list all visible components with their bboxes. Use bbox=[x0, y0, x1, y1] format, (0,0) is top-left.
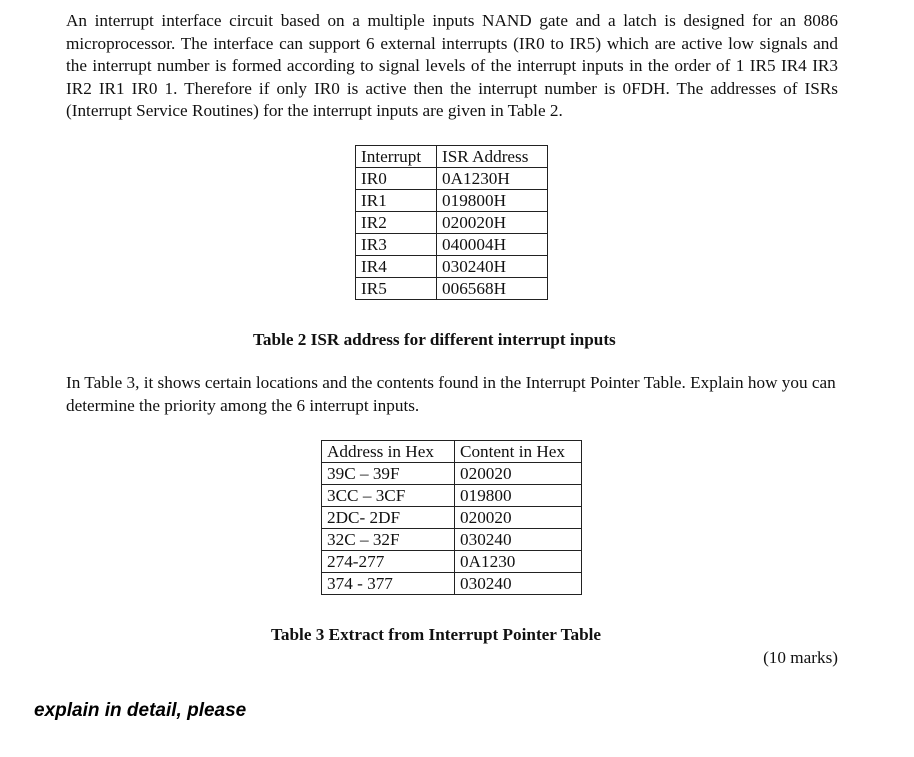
table-cell: IR2 bbox=[356, 212, 437, 234]
table-cell: IR0 bbox=[356, 168, 437, 190]
table-row bbox=[356, 278, 548, 300]
table3-caption: Table 3 Extract from Interrupt Pointer Table bbox=[271, 625, 602, 644]
table-cell: 040004H bbox=[437, 234, 548, 256]
table-cell: 0A1230H bbox=[437, 168, 548, 190]
table-cell: 019800H bbox=[437, 190, 548, 212]
table-cell: 020020H bbox=[437, 212, 548, 234]
table-row bbox=[322, 573, 582, 595]
table-row bbox=[322, 485, 582, 507]
request-note: explain in detail, please bbox=[34, 700, 247, 721]
table-header-cell: ISR Address bbox=[437, 146, 548, 168]
table-header-cell: Interrupt bbox=[356, 146, 437, 168]
table-row bbox=[322, 463, 582, 485]
table-cell: 006568H bbox=[437, 278, 548, 300]
table-cell: 374 - 377 bbox=[322, 573, 455, 595]
table-row bbox=[322, 551, 582, 573]
table-row bbox=[322, 507, 582, 529]
table-cell: 019800 bbox=[455, 485, 582, 507]
table-cell: 020020 bbox=[455, 463, 582, 485]
table-row bbox=[356, 256, 548, 278]
table-row bbox=[356, 168, 548, 190]
table2-caption: Table 2 ISR address for different interrupt inputs bbox=[253, 330, 616, 349]
table-cell: IR3 bbox=[356, 234, 437, 256]
table-cell: 39C – 39F bbox=[322, 463, 455, 485]
table-row bbox=[356, 212, 548, 234]
table-header-row bbox=[322, 441, 582, 463]
table-cell: 030240 bbox=[455, 529, 582, 551]
table-cell: IR5 bbox=[356, 278, 437, 300]
table-row bbox=[356, 190, 548, 212]
table-header-cell: Content in Hex bbox=[455, 441, 582, 463]
isr-address-table bbox=[355, 145, 548, 300]
question-paragraph-2: In Table 3, it shows certain locations and the contents found in the Interrupt Pointer Table. Explain how you can determine the priority among the 6 interrupt inputs. bbox=[66, 373, 836, 415]
table-cell: 030240 bbox=[455, 573, 582, 595]
table-cell: 0A1230 bbox=[455, 551, 582, 573]
table-cell: 030240H bbox=[437, 256, 548, 278]
interrupt-pointer-table bbox=[321, 440, 582, 595]
table-cell: 274-277 bbox=[322, 551, 455, 573]
table-row bbox=[356, 234, 548, 256]
table-cell: 2DC- 2DF bbox=[322, 507, 455, 529]
table-cell: 020020 bbox=[455, 507, 582, 529]
table-cell: 32C – 32F bbox=[322, 529, 455, 551]
table-cell: IR1 bbox=[356, 190, 437, 212]
table-cell: 3CC – 3CF bbox=[322, 485, 455, 507]
question-paragraph-1: An interrupt interface circuit based on a multiple inputs NAND gate and a latch is designed for an 8086 microprocessor. The interface can support 6 external interrupts (IR0 to IR5) which are active low signals and the interrupt number is formed according to signal levels of the interrupt inputs in the order of 1 IR5 IR4 IR3 IR2 IR1 IR0 1. Therefore if only IR0 is active then the interrupt number is 0FDH. The addresses of ISRs (Interrupt Service Routines) for the interrupt inputs are given in Table 2. bbox=[66, 11, 838, 120]
table-row bbox=[322, 529, 582, 551]
table-cell: IR4 bbox=[356, 256, 437, 278]
table-header-row bbox=[356, 146, 548, 168]
table-header-cell: Address in Hex bbox=[322, 441, 455, 463]
marks-label: (10 marks) bbox=[763, 648, 838, 667]
